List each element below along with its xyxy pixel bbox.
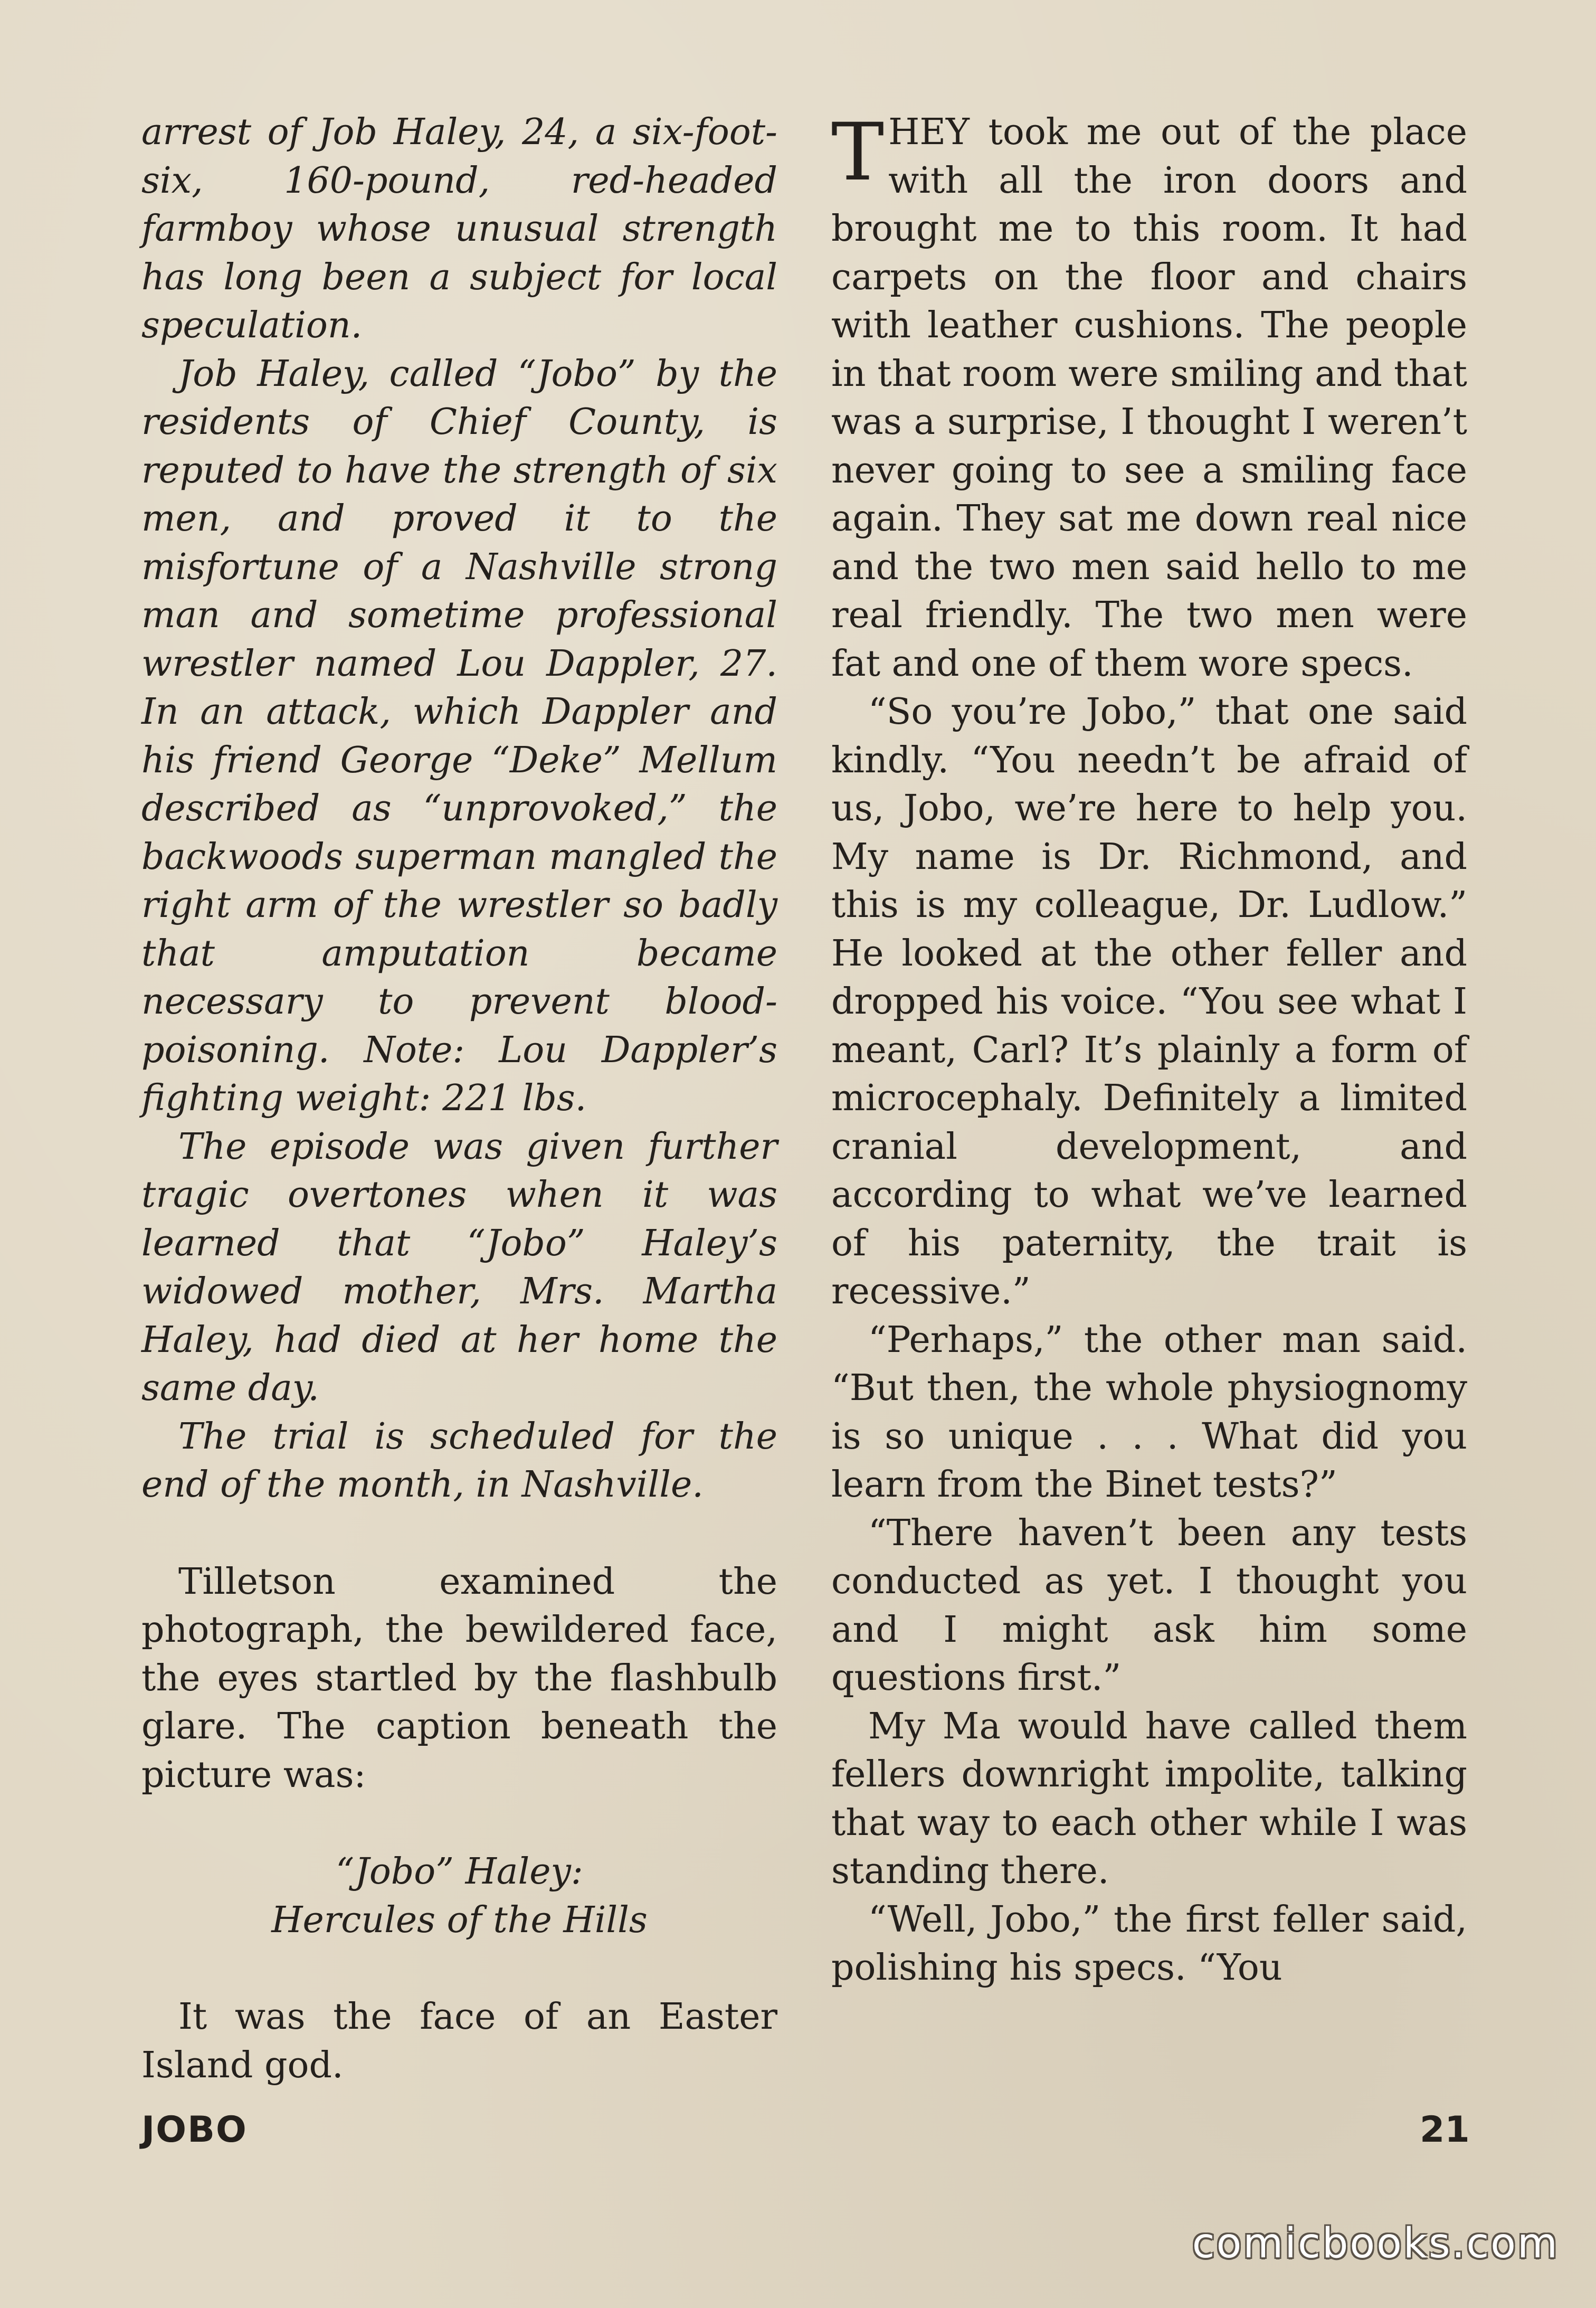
running-title: JOBO bbox=[141, 2109, 248, 2151]
news-clipping-paragraph-2: Job Haley, called “Jobo” by the residents of Chief County, is reputed to have the strength of six men, and proved it to the misfortune of a Nashville strong man and sometime professional wrestler named Lou Dappler, 27. In an attack, which Dappler and his friend George “Deke” Mellum described as “unprovoked,” the backwoods superman mangled the right arm of the wrestler so badly that amputation became necessary to prevent blood-poisoning. Note: Lou Dappler’s fighting weight: 221 lbs. bbox=[141, 353, 777, 1119]
story-paragraph-4: “There haven’t been any tests conducted as yet. I thought you and I might ask him some questions first.” bbox=[831, 1512, 1467, 1699]
right-text-column bbox=[831, 108, 1467, 1992]
story-paragraph-1 bbox=[831, 108, 1467, 688]
narrative-paragraph-1: Tilletson examined the photograph, the bewildered face, the eyes startled by the flashbulb glare. The caption beneath the picture was: bbox=[141, 1560, 777, 1796]
section-gap bbox=[141, 1509, 777, 1558]
section-gap bbox=[141, 1799, 777, 1848]
narrative-paragraph-2: It was the face of an Easter Island god. bbox=[141, 1996, 777, 2086]
story-paragraph-3: “Perhaps,” the other man said. “But then, the whole physiognomy is so unique . . . What did you learn from the Binet tests?” bbox=[831, 1319, 1467, 1506]
story-paragraph-1-text: HEY took me out of the place with all the iron doors and brought me to this room. It had carpets on the floor and chairs with leather cushions. The people in that room were smiling and that was a surprise, I thought I weren’t never going to see a smiling face again. They sat me down real nice and the two men said hello to me real friendly. The two men were fat and one of them wore specs. bbox=[831, 111, 1467, 685]
page-number: 21 bbox=[1420, 2109, 1470, 2151]
photo-caption-line-2: Hercules of the Hills bbox=[271, 1899, 648, 1941]
news-clipping-paragraph-3: The episode was given further tragic overtones when it was learned that “Jobo” Haley’s widowed mother, Mrs. Martha Haley, had died at her home the same day. bbox=[141, 1125, 777, 1409]
site-watermark: comicbooks.com bbox=[1192, 2220, 1559, 2267]
story-paragraph-5: My Ma would have called them fellers downright impolite, talking that way to each other while I was standing there. bbox=[831, 1705, 1467, 1892]
drop-cap: T bbox=[831, 107, 885, 198]
story-paragraph-2: “So you’re Jobo,” that one said kindly. “You needn’t be afraid of us, Jobo, we’re here to help you. My name is Dr. Richmond, and this is my colleague, Dr. Ludlow.” He looked at the other feller and dropped his voice. “You see what I meant, Carl? It’s plainly a form of microcephaly. Definitely a limited cranial development, and according to what we’ve learned of his paternity, the trait is recessive.” bbox=[831, 691, 1467, 1312]
photo-caption-line-1: “Jobo” Haley: bbox=[336, 1851, 583, 1893]
story-paragraph-6: “Well, Jobo,” the first feller said, polishing his specs. “You bbox=[831, 1898, 1467, 1989]
news-clipping-paragraph-1: arrest of Job Haley, 24, a six-foot-six, 160-pound, red-headed farmboy whose unusual strength has long been a subject for local speculation. bbox=[141, 111, 777, 346]
left-text-column bbox=[141, 108, 777, 2089]
news-clipping-paragraph-4: The trial is scheduled for the end of the month, in Nashville. bbox=[141, 1415, 777, 1506]
section-gap bbox=[141, 1944, 777, 1993]
